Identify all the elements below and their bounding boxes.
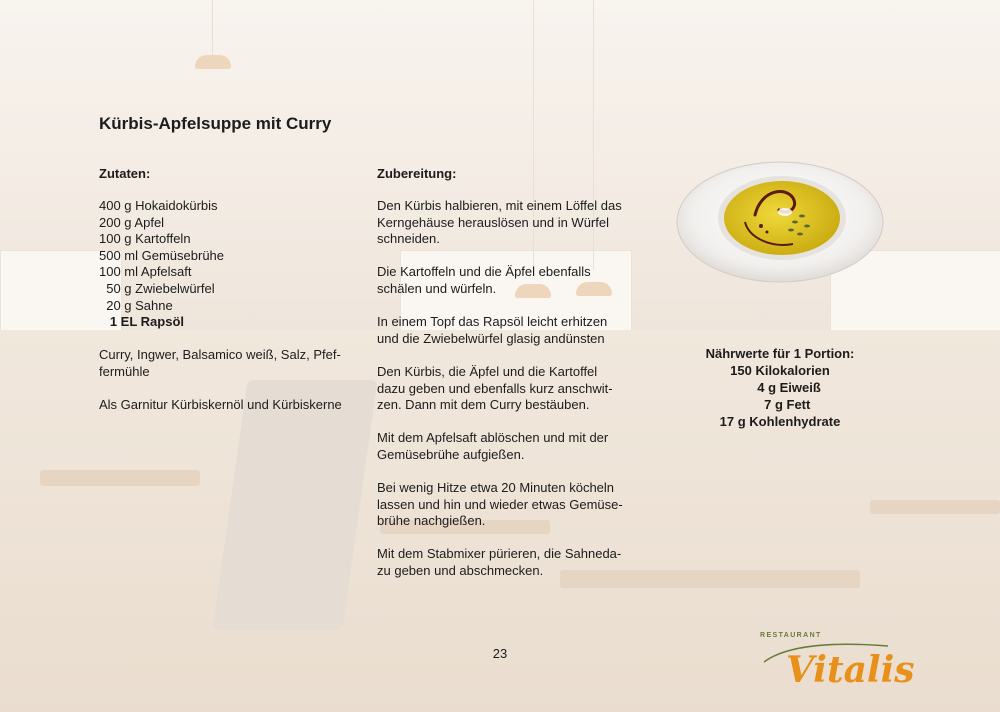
preparation-line: Gemüsebrühe aufgießen. bbox=[377, 446, 525, 462]
logo-small-text: RESTAURANT bbox=[760, 632, 822, 639]
ingredient-item: Als Garnitur Kürbiskernöl und Kürbiskerne bbox=[99, 397, 342, 413]
recipe-title: Kürbis-Apfelsuppe mit Curry bbox=[99, 114, 332, 133]
preparation-line: Den Kürbis halbieren, mit einem Löffel das bbox=[377, 198, 622, 213]
preparation-line: schälen und würfeln. bbox=[377, 280, 497, 296]
preparation-line: zu geben und abschmecken. bbox=[377, 563, 544, 579]
ingredient-item: 200 g Apfel bbox=[99, 214, 165, 230]
preparation-line: Bei wenig Hitze etwa 20 Minuten köcheln bbox=[377, 480, 615, 496]
preparation-line: zen. Dann mit dem Curry bestäuben. bbox=[377, 397, 590, 413]
preparation-line: Die Kartoffeln und die Äpfel ebenfalls bbox=[377, 264, 591, 280]
svg-text:Vitalis: Vitalis bbox=[786, 649, 915, 691]
line-gap bbox=[377, 530, 623, 547]
line-gap bbox=[377, 464, 623, 481]
ingredient-item: 100 g Kartoffeln bbox=[99, 231, 191, 247]
ingredient-item: 100 ml Apfelsaft bbox=[99, 264, 192, 280]
soup-bowl-image bbox=[675, 160, 885, 285]
preparation-line: dazu geben und ebenfalls kurz anschwit- bbox=[377, 380, 613, 396]
preparation-line: In einem Topf das Rapsöl leicht erhitzen bbox=[377, 314, 608, 330]
preparation-line: und die Zwiebelwürfel glasig andünsten bbox=[377, 330, 605, 346]
vitalis-logo bbox=[758, 632, 918, 692]
preparation-line: Mit dem Apfelsaft ablöschen und mit der bbox=[377, 430, 609, 446]
ingredient-item: 50 g Zwiebelwürfel bbox=[99, 280, 215, 296]
line-gap bbox=[99, 331, 342, 348]
nutrition-line: 4 g Eiweiß bbox=[739, 380, 821, 395]
nutrition-line: 150 Kilokalorien bbox=[730, 363, 830, 378]
nutrition-info bbox=[690, 345, 870, 430]
preparation-line: schneiden. bbox=[377, 231, 440, 247]
ingredient-item: Curry, Ingwer, Balsamico weiß, Salz, Pfef- bbox=[99, 347, 341, 363]
preparation-line: Kerngehäuse herauslösen und in Würfel bbox=[377, 214, 609, 230]
preparation-line: Mit dem Stabmixer pürieren, die Sahneda- bbox=[377, 546, 622, 562]
line-gap bbox=[377, 414, 623, 431]
nutrition-line: 17 g Kohlenhydrate bbox=[719, 414, 841, 429]
preparation-line: lassen und hin und wieder etwas Gemüse- bbox=[377, 496, 623, 512]
ingredient-item: fermühle bbox=[99, 363, 150, 379]
ingredient-item: 20 g Sahne bbox=[99, 297, 173, 313]
line-gap bbox=[377, 347, 623, 364]
ingredients-list bbox=[99, 198, 342, 414]
nutrition-line: 7 g Fett bbox=[749, 397, 811, 412]
preparation-line: Den Kürbis, die Äpfel und die Kartoffel bbox=[377, 363, 598, 379]
preparation-heading: Zubereitung: bbox=[377, 166, 457, 181]
ingredients-heading: Zutaten: bbox=[99, 166, 151, 181]
line-gap bbox=[377, 248, 623, 265]
preparation-steps bbox=[377, 198, 623, 580]
preparation-line: brühe nachgießen. bbox=[377, 513, 486, 529]
page-number: 23 bbox=[492, 646, 508, 661]
ingredient-item: 1 EL Rapsöl bbox=[99, 314, 185, 330]
ingredient-item: 400 g Hokaidokürbis bbox=[99, 198, 218, 213]
line-gap bbox=[99, 381, 342, 398]
ingredient-item: 500 ml Gemüsebrühe bbox=[99, 247, 225, 263]
line-gap bbox=[377, 298, 623, 315]
nutrition-heading: Nährwerte für 1 Portion: bbox=[705, 346, 855, 361]
vitalis-logo-mark bbox=[758, 632, 918, 692]
